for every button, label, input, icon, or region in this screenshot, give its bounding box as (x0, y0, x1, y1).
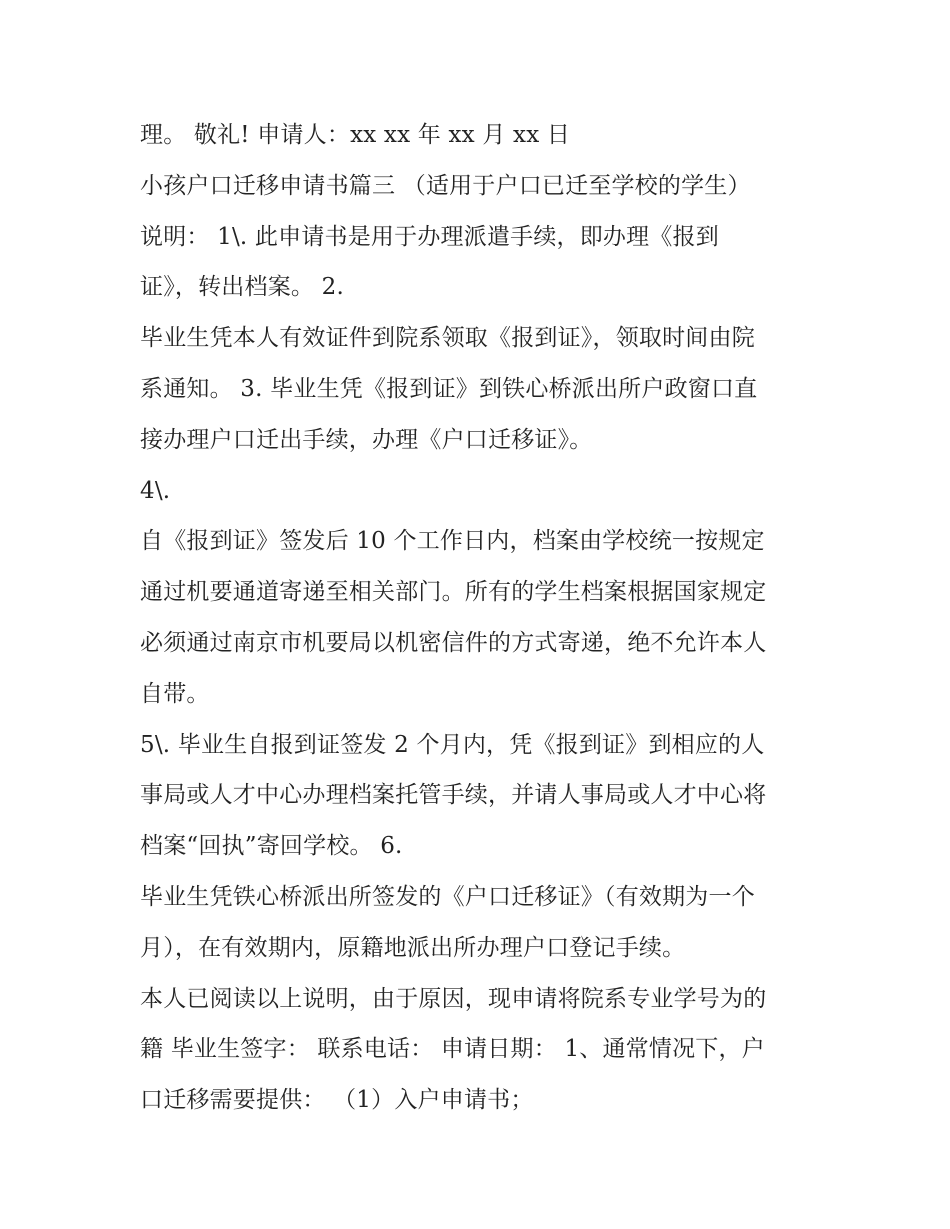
text-line-18: 本人已阅读以上说明，由于原因，现申请将院系专业学号为的 (140, 985, 767, 1012)
text-line-9: 自《报到证》签发后 10 个工作日内，档案由学校统一按规定 (140, 528, 765, 555)
text-line-19: 籍 毕业生签字： 联系电话： 申请日期： 1、通常情况下，户 (140, 1036, 765, 1063)
text-line-15: 档案“回执”寄回学校。 6. (140, 833, 403, 860)
text-line-13: 5\. 毕业生自报到证签发 2 个月内，凭《报到证》到相应的人 (140, 731, 765, 758)
text-line-16: 毕业生凭铁心桥派出所签发的《户口迁移证》（有效期为一个 (140, 883, 755, 910)
text-line-11: 必须通过南京市机要局以机密信件的方式寄递，绝不允许本人 (140, 629, 767, 656)
text-line-5: 毕业生凭本人有效证件到院系领取《报到证》，领取时间由院 (140, 325, 755, 352)
text-line-3: 说明： 1\. 此申请书是用于办理派遣手续，即办理《报到 (140, 223, 719, 250)
section-heading: 小孩户口迁移申请书篇三 （适用于户口已迁至学校的学生） (140, 172, 751, 199)
text-line-12: 自带。 (140, 680, 210, 707)
text-line-10: 通过机要通道寄递至相关部门。所有的学生档案根据国家规定 (140, 579, 767, 606)
text-line-17: 月），在有效期内，原籍地派出所办理户口登记手续。 (140, 934, 686, 961)
text-line-7: 接办理户口迁出手续，办理《户口迁移证》。 (140, 426, 593, 453)
text-line-20: 口迁移需要提供： （1）入户申请书； (140, 1087, 534, 1114)
text-line-4: 证》，转出档案。 2. (140, 274, 344, 301)
text-line-8: 4\. (140, 477, 171, 504)
text-line-14: 事局或人才中心办理档案托管手续，并请人事局或人才中心将 (140, 782, 767, 809)
text-line-1: 理。 敬礼! 申请人：xx xx 年 xx 月 xx 日 (140, 122, 571, 148)
document-body (140, 110, 830, 1126)
text-line-6: 系通知。 3. 毕业生凭《报到证》到铁心桥派出所户政窗口直 (140, 375, 758, 402)
